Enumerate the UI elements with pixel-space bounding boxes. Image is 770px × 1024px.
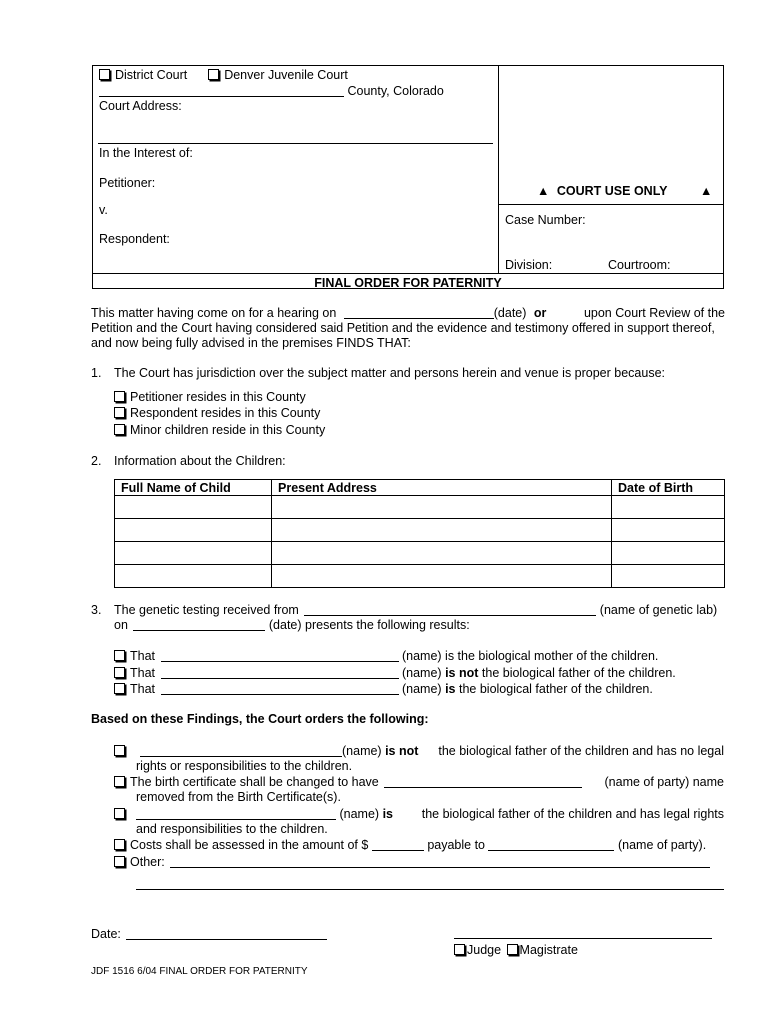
intro-text: This matter having come on for a hearing on [91,306,337,320]
order-text: (name) [339,807,380,821]
table-cell[interactable] [272,519,612,542]
up-arrow-icon: ▲ [537,184,550,198]
finding-1-number: 1. [91,366,102,380]
date-label: Date: [91,927,121,941]
county-label: County, Colorado [347,84,444,98]
signature-date-field[interactable] [126,927,327,940]
order-2-line2: removed from the Birth Certificate(s). [136,790,341,804]
intro-line3: and now being fully advised in the premises FINDS THAT: [91,336,411,350]
courtroom-label: Courtroom: [608,258,671,272]
that-label: That [130,682,156,696]
table-row [115,496,725,519]
order-1-line1 [136,744,724,758]
order-text: (name) [342,744,382,758]
intro-text: upon Court Review of the [583,306,725,320]
address-rule [98,143,493,144]
order-2-checkbox[interactable] [114,776,125,787]
order-text: the biological father of the children and has legal rights [421,807,724,821]
payee-field[interactable] [488,838,614,851]
option-label: Petitioner resides in this County [130,390,306,404]
orders-heading: Based on these Findings, the Court orders the following: [91,712,429,726]
table-cell[interactable] [612,496,725,519]
judge-label: Judge [467,943,502,957]
order-4-checkbox[interactable] [114,839,125,850]
intro-line1 [91,306,725,320]
table-cell[interactable] [115,519,272,542]
table-row [115,519,725,542]
result-father [114,682,653,696]
result-emphasis: is [445,682,456,696]
finding-3-line1 [114,603,717,617]
result-text: (name) [401,682,442,696]
denver-juvenile-checkbox[interactable] [208,69,219,80]
order-3-checkbox[interactable] [114,808,125,819]
division-label: Division: [505,258,553,272]
table-cell[interactable] [612,542,725,565]
up-arrow-icon: ▲ [700,184,713,198]
court-use-only-label: COURT USE ONLY [556,184,668,198]
finding-1-text: The Court has jurisdiction over the subject matter and persons herein and venue is proper because: [114,366,666,380]
order-2-party-field[interactable] [384,775,582,788]
result-text: the biological father of the children. [458,682,653,696]
table-cell[interactable] [272,496,612,519]
district-court-label: District Court [115,68,188,82]
finding-1-option [114,423,325,437]
hearing-date-field[interactable] [344,306,494,319]
test-date-field[interactable] [133,618,265,631]
option-label: Respondent resides in this County [130,406,321,420]
genetic-lab-label: (name of genetic lab) [599,603,718,617]
magistrate-checkbox[interactable] [507,944,518,955]
caption-box [92,65,724,289]
order-1-line2: rights or responsibilities to the children. [136,759,353,773]
that-label: That [130,649,156,663]
genetic-lab-field[interactable] [304,603,596,616]
that-label: That [130,666,156,680]
other-field-continuation[interactable] [136,889,724,890]
judicial-officer-row [454,943,578,957]
order-emphasis: is not [385,744,419,758]
column-header: Full Name of Child [115,480,272,496]
table-header-row [115,480,725,496]
intro-line2: Petition and the Court having considered said Petition and the evidence and testimony offered in support thereof, [91,321,715,335]
children-table [114,479,725,588]
finding-3-text: The genetic testing received from [114,603,299,617]
case-number-label: Case Number: [505,213,586,227]
finding-1-option [114,406,320,420]
order-3-line2: and responsibilities to the children. [136,822,328,836]
result-not-father [114,666,676,680]
table-cell[interactable] [115,542,272,565]
table-cell[interactable] [272,542,612,565]
order-checkbox [114,744,130,758]
mother-name-field[interactable] [161,649,399,662]
result-emphasis: is not [445,666,479,680]
order-5-checkbox[interactable] [114,856,125,867]
option-checkbox[interactable] [114,424,125,435]
order-text: payable to [427,838,485,852]
form-footer: JDF 1516 6/04 FINAL ORDER FOR PATERNITY [91,966,308,977]
order-3-name-field[interactable] [136,807,336,820]
order-text: (name of party). [617,838,707,852]
finding-1-option [114,390,306,404]
finding-3-line2 [114,618,470,632]
denver-juvenile-label: Denver Juvenile Court [224,68,348,82]
father-name-field[interactable] [161,682,399,695]
not-father-name-field[interactable] [161,666,399,679]
other-field[interactable] [170,855,710,868]
column-header: Present Address [272,480,612,496]
respondent-label: Respondent: [99,232,170,246]
or-label: or [533,306,547,320]
table-cell[interactable] [115,496,272,519]
result-checkbox[interactable] [114,667,125,678]
order-5-line [114,855,710,869]
order-1-checkbox[interactable] [114,745,125,756]
petitioner-label: Petitioner: [99,176,156,190]
judge-checkbox[interactable] [454,944,465,955]
result-text: (name) is the biological mother of the children. [401,649,659,663]
district-court-checkbox[interactable] [99,69,110,80]
column-header: Date of Birth [612,480,725,496]
result-checkbox[interactable] [114,683,125,694]
order-emphasis: is [382,807,393,821]
table-cell[interactable] [612,565,725,588]
court-use-only [537,184,668,198]
finding-3-text: (date) presents the following results: [268,618,470,632]
table-cell[interactable] [272,565,612,588]
court-type-row [99,68,348,82]
date-label: (date) [493,306,527,320]
county-field[interactable] [99,84,344,97]
order-3-line1 [136,807,724,821]
result-mother [114,649,658,663]
on-label: on [114,618,128,632]
finding-2-number: 2. [91,454,102,468]
order-text: The birth certificate shall be changed to have [130,775,379,789]
order-4-line [114,838,706,852]
date-row [91,927,327,941]
signature-line[interactable] [454,938,712,939]
option-checkbox[interactable] [114,407,125,418]
order-1-name-field[interactable] [140,744,342,757]
cost-amount-field[interactable] [372,838,424,851]
table-cell[interactable] [612,519,725,542]
order-text: the biological father of the children and has no legal [438,744,724,758]
magistrate-label: Magistrate [519,943,578,957]
versus-label: v. [99,203,108,217]
option-label: Minor children reside in this County [130,423,326,437]
option-checkbox[interactable] [114,391,125,402]
table-cell[interactable] [115,565,272,588]
court-address-label: Court Address: [99,99,182,113]
finding-2-text: Information about the Children: [114,454,286,468]
caption-divider [498,65,499,274]
order-2-line1 [114,775,724,789]
order-checkbox [114,807,130,821]
court-use-divider [498,204,724,205]
result-text: (name) [401,666,442,680]
table-row [115,565,725,588]
table-row [115,542,725,565]
title-divider [92,273,724,274]
other-label: Other: [130,855,165,869]
result-text: the biological father of the children. [481,666,676,680]
result-checkbox[interactable] [114,650,125,661]
county-row [99,84,444,98]
order-text: Costs shall be assessed in the amount of $ [130,838,369,852]
order-text: (name of party) name [604,775,724,789]
finding-3-number: 3. [91,603,102,617]
interest-label: In the Interest of: [99,146,193,160]
page-title: FINAL ORDER FOR PATERNITY [314,276,502,290]
